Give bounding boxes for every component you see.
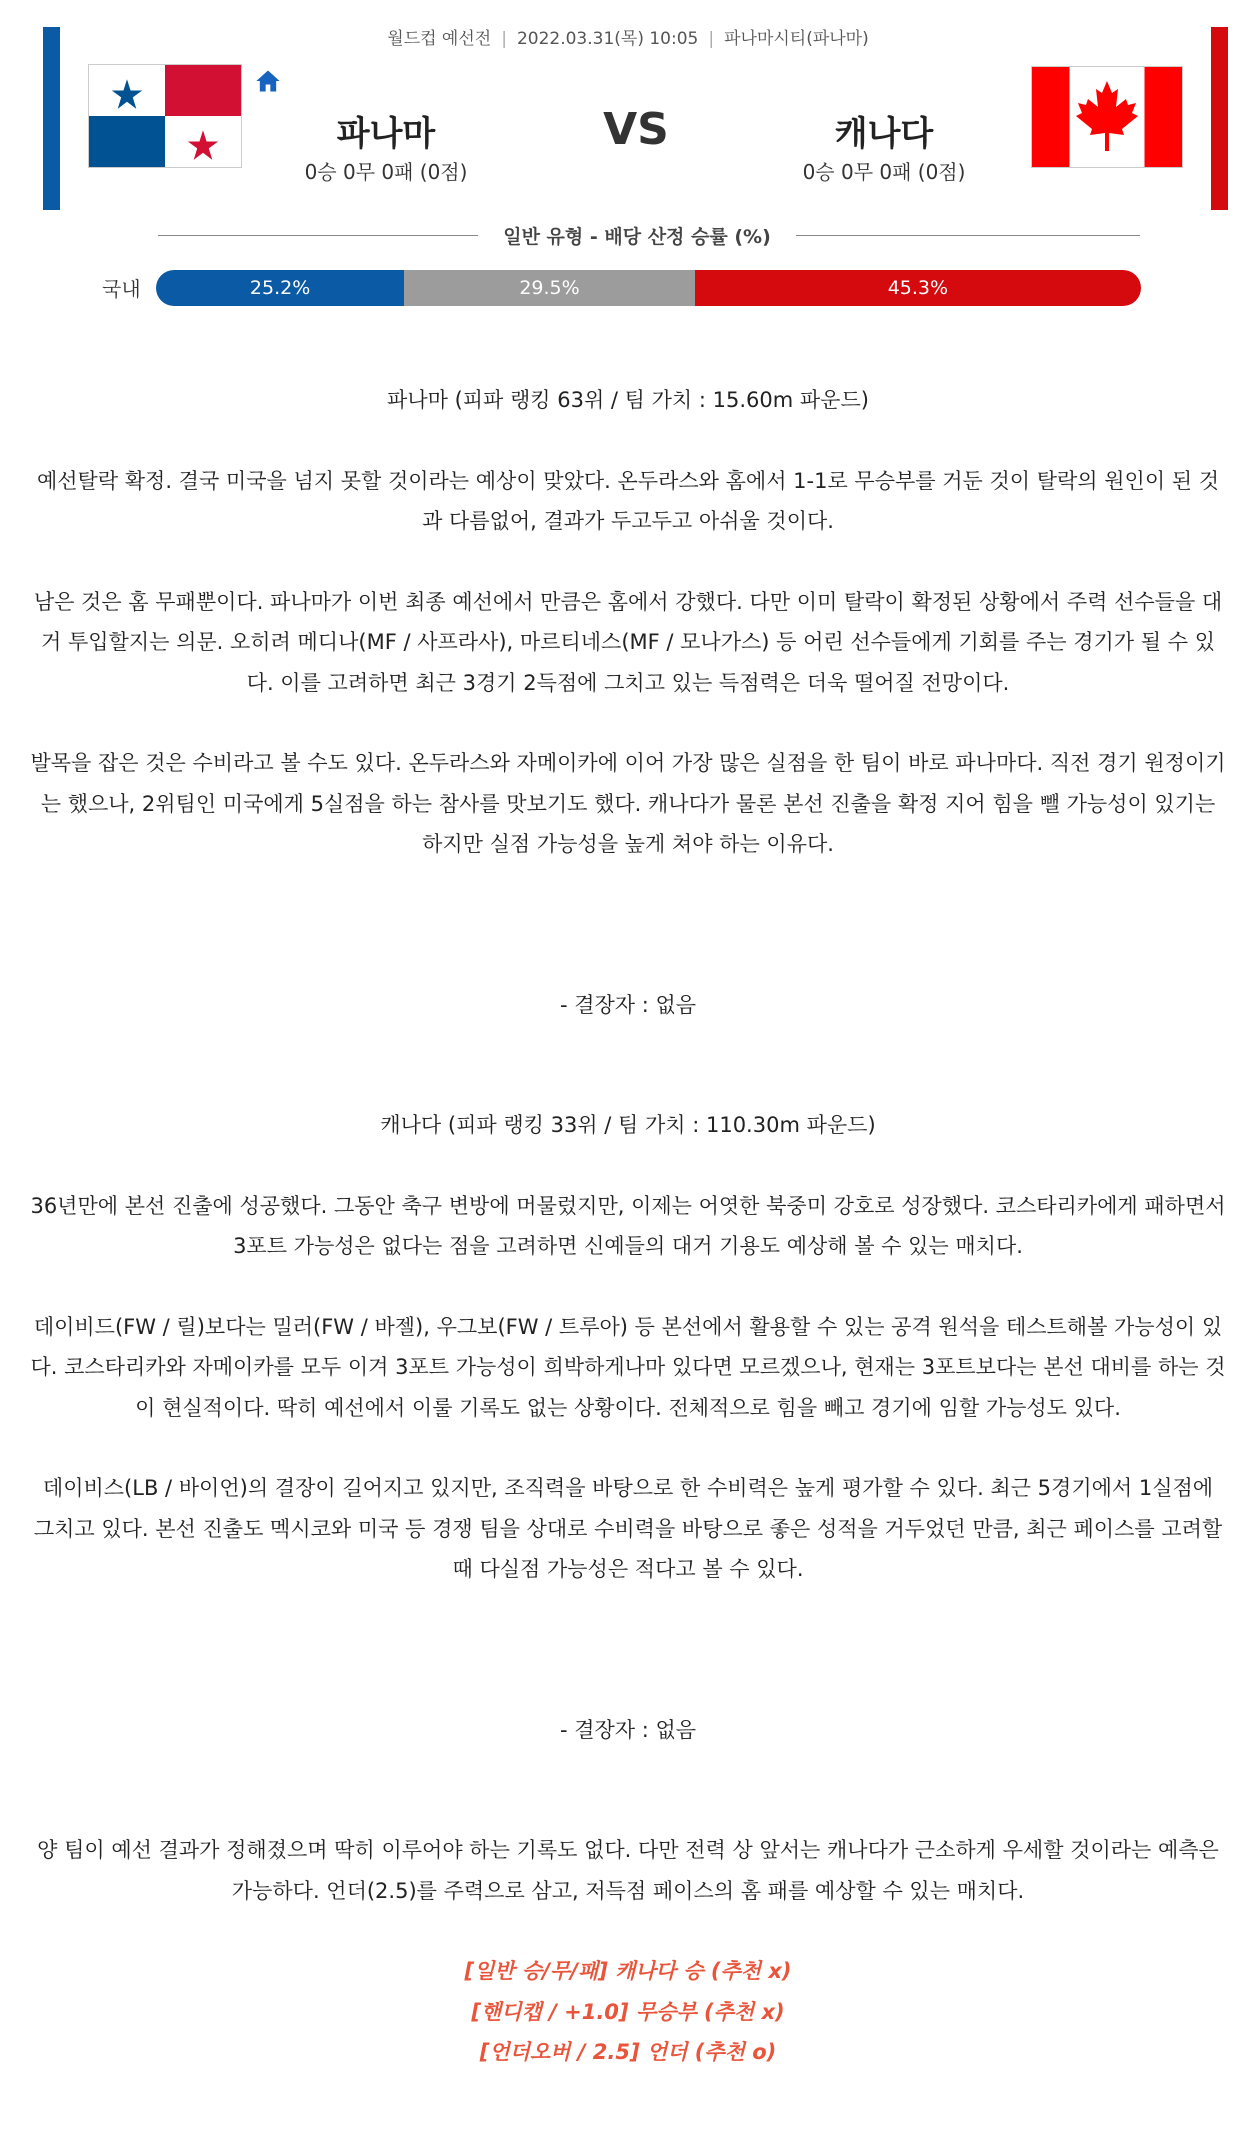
odds-title: 일반 유형 - 배당 산정 승률 (%) xyxy=(503,226,771,248)
match-header xyxy=(0,0,1256,215)
away-team-record: 0승 0무 0패 (0점) xyxy=(802,160,966,184)
divider xyxy=(796,235,1140,236)
canada-flag-icon xyxy=(1031,66,1183,168)
match-datetime: 2022.03.31(목) 10:05 xyxy=(516,29,699,49)
analysis-body xyxy=(30,380,1226,2073)
panama-paragraph-1: 예선탈락 확정. 결국 미국을 넘지 못할 것이라는 예상이 맞았다. 온두라스와 홈에서 1-1로 무승부를 거둔 것이 탈락의 원인이 된 것과 다름없어, 결과가 두고두고 아쉬울 것이다. xyxy=(36,468,1220,533)
canada-absentees: - 결장자 : 없음 xyxy=(559,1717,697,1742)
match-venue: 파나마시티(파나마) xyxy=(724,29,869,49)
home-icon xyxy=(254,67,282,95)
home-team-name: 파나마 xyxy=(336,114,436,154)
panama-flag-icon xyxy=(88,64,242,168)
canada-paragraph-2: 데이비드(FW / 릴)보다는 밀러(FW / 바젤), 우그보(FW / 트루아) 등 본선에서 활용할 수 있는 공격 원석을 테스트해볼 가능성이 있다. 코스타리카와 자메이카를 모두 이겨 3포트 가능성이 희박하게나마 있다면 모르겠으나, 현재는 3포트보다는 본선 대비를 하는 것이 현실적이다. 딱히 예선에서 이룰 기록도 없는 상황이다. 전체적으로 힘을 빼고 경기에 임할 가능성도 있다. xyxy=(30,1314,1226,1420)
odds-title-row xyxy=(158,222,1140,248)
away-color-bar xyxy=(1211,27,1228,210)
draw-segment: 29.5% xyxy=(404,270,695,306)
odds-bar xyxy=(156,270,1141,306)
canada-heading: 캐나다 (피파 랭킹 33위 / 팀 가치 : 110.30m 파운드) xyxy=(380,1113,876,1137)
match-meta: 월드컵 예선전 | 2022.03.31(목) 10:05 | 파나마시티(파나마) xyxy=(387,29,869,49)
away-win-segment: 45.3% xyxy=(695,270,1141,306)
pick-item: [언더오버 / 2.5] 언더 (추천 o) xyxy=(479,2040,777,2064)
panama-paragraph-2: 남은 것은 홈 무패뿐이다. 파나마가 이번 최종 예선에서 만큼은 홈에서 강했다. 다만 이미 탈락이 확정된 상황에서 주력 선수들을 대거 투입할지는 의문. 오히려 메디나(MF / 사프라사), 마르티네스(MF / 모나가스) 등 어린 선수들에게 기회를 주는 경기가 될 수 있다. 이를 고려하면 최근 3경기 2득점에 그치고 있는 득점력은 더욱 떨어질 전망이다. xyxy=(33,589,1223,695)
vs-label: VS xyxy=(603,104,669,155)
panama-absentees: - 결장자 : 없음 xyxy=(559,992,697,1017)
league-label: 월드컵 예선전 xyxy=(387,29,492,49)
panama-paragraph-3: 발목을 잡은 것은 수비라고 볼 수도 있다. 온두라스와 자메이카에 이어 가장 많은 실점을 한 팀이 바로 파나마다. 직전 경기 원정이기는 했으나, 2위팀인 미국에게 5실점을 하는 참사를 맛보기도 했다. 캐나다가 물론 본선 진출을 확정 지어 힘을 뺄 가능성이 있기는 하지만 실점 가능성을 높게 쳐야 하는 이유다. xyxy=(30,751,1226,856)
canada-paragraph-1: 36년만에 본선 진출에 성공했다. 그동안 축구 변방에 머물렀지만, 이제는 어엿한 북중미 강호로 성장했다. 코스타리카에게 패하면서 3포트 가능성은 없다는 점을 고려하면 신예들의 대거 기용도 예상해 볼 수 있는 매치다. xyxy=(30,1193,1226,1258)
summary-paragraph: 양 팀이 예선 결과가 정해졌으며 딱히 이루어야 하는 기록도 없다. 다만 전력 상 앞서는 캐나다가 근소하게 우세할 것이라는 예측은 가능하다. 언더(2.5)를 주력으로 삼고, 저득점 페이스의 홈 패를 예상할 수 있는 매치다. xyxy=(37,1838,1219,1903)
pick-item: [일반 승/무/패] 캐나다 승 (추천 x) xyxy=(464,1959,792,1983)
home-team-record: 0승 0무 0패 (0점) xyxy=(304,160,468,184)
odds-row-label: 국내 xyxy=(102,277,141,301)
home-color-bar xyxy=(43,27,60,210)
divider xyxy=(158,235,478,236)
picks-list xyxy=(30,1951,1226,2073)
home-win-segment: 25.2% xyxy=(156,270,404,306)
pick-item: [핸디캡 / +1.0] 무승부 (추천 x) xyxy=(471,1999,785,2024)
canada-paragraph-3: 데이비스(LB / 바이언)의 결장이 길어지고 있지만, 조직력을 바탕으로 한 수비력은 높게 평가할 수 있다. 최근 5경기에서 1실점에 그치고 있다. 본선 진출도 멕시코와 미국 등 경쟁 팀을 상대로 수비력을 바탕으로 좋은 성적을 거두었던 만큼, 최근 페이스를 고려할 때 다실점 가능성은 적다고 볼 수 있다. xyxy=(33,1476,1223,1581)
away-team-name: 캐나다 xyxy=(834,114,934,154)
panama-heading: 파나마 (피파 랭킹 63위 / 팀 가치 : 15.60m 파운드) xyxy=(387,388,869,412)
